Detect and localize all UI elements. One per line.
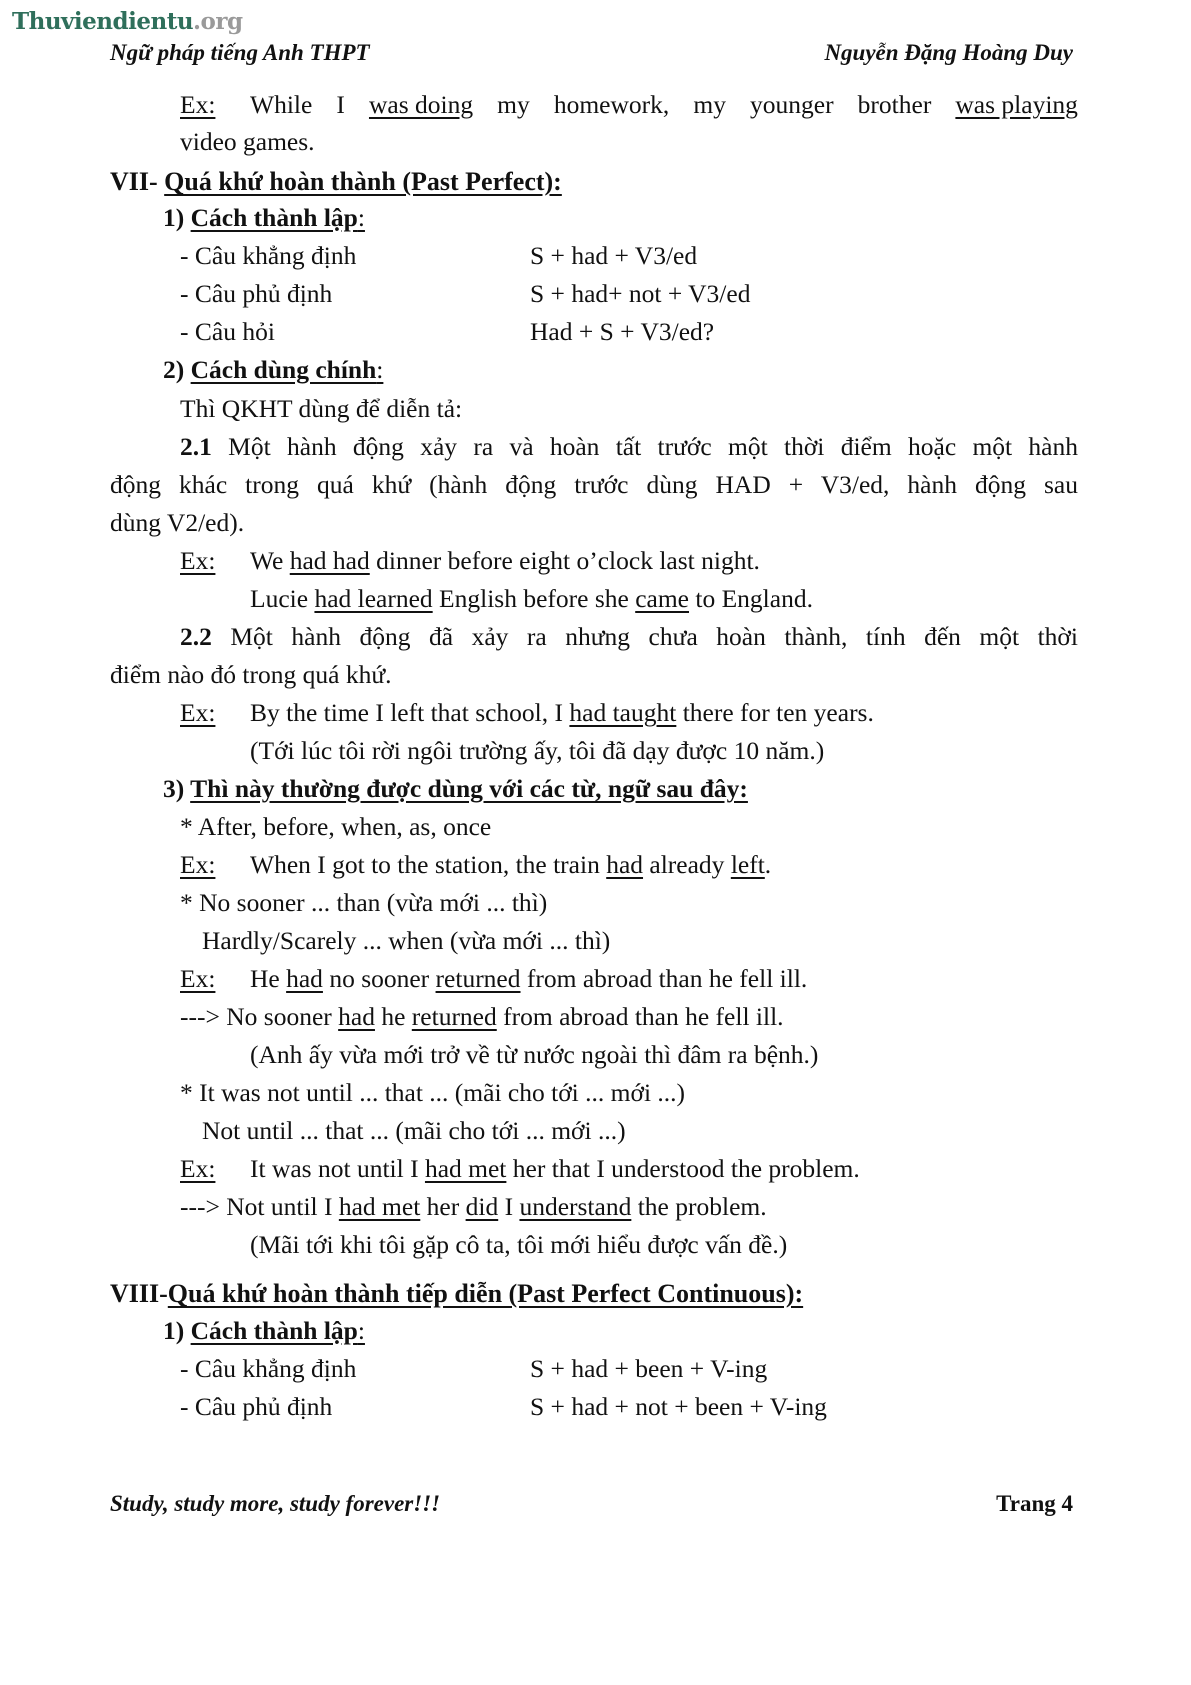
section-8-heading: VIII-Quá khứ hoàn thành tiếp diễn (Past Perfect Continuous): (110, 1279, 804, 1308)
word: I (336, 90, 345, 119)
site-watermark-logo: Thuviendientu.org (12, 8, 243, 35)
signal-group-2: * No sooner ... than (vừa mới ... thì) (180, 888, 548, 917)
signal-group-2-example-label: Ex: (180, 964, 216, 993)
sec8-form-heading: 1) Cách thành lập: (163, 1316, 365, 1345)
signal-group-2-example: He had no sooner returned from abroad than he fell ill. (250, 964, 808, 993)
signal-group-1-example-label: Ex: (180, 850, 216, 879)
sec7-form-heading: 1) Cách thành lập: (163, 203, 365, 232)
underlined-verb: was doing (368, 90, 474, 119)
use-2-1-line3: dùng V2/ed). (110, 508, 245, 537)
footer-page-number: Trang 4 (996, 1491, 1073, 1516)
sec7-form-formula-3: Had + S + V3/ed? (530, 317, 715, 346)
word: While (250, 90, 313, 119)
sec8-form-formula-2: S + had + not + been + V-ing (530, 1392, 827, 1421)
use-2-2-example-translation: (Tới lúc tôi rời ngôi trường ấy, tôi đã dạy được 10 năm.) (250, 736, 825, 765)
use-2-1-line2: động khác trong quá khứ (hành động trước dùng HAD + V3/ed, hành động sau (110, 470, 1078, 499)
sec7-use-heading: 2) Cách dùng chính: (163, 355, 384, 384)
signal-group-2-alt: Hardly/Scarely ... when (vừa mới ... thì) (202, 926, 611, 955)
signal-group-2-rewrite: ---> No sooner had he returned from abroad than he fell ill. (180, 1002, 784, 1031)
word: homework, (553, 90, 670, 119)
signal-group-3-example: It was not until I had met her that I understood the problem. (250, 1154, 860, 1183)
use-2-2-line1: 2.2 Một hành động đã xảy ra nhưng chưa hoàn thành, tính đến một thời (180, 622, 1078, 651)
use-2-1-line1: 2.1 Một hành động xảy ra và hoàn tất trước một thời điểm hoặc một hành (180, 432, 1078, 461)
header-author: Nguyễn Đặng Hoàng Duy (824, 40, 1073, 65)
top-example-line1 (250, 92, 1078, 118)
top-example-line2: video games. (180, 127, 315, 156)
word: my (497, 90, 530, 119)
signal-group-3: * It was not until ... that ... (mãi cho tới ... mới ...) (180, 1078, 686, 1107)
use-2-2-example-label: Ex: (180, 698, 216, 727)
sec7-form-formula-1: S + had + V3/ed (530, 241, 698, 270)
signal-group-1-example: When I got to the station, the train had already left. (250, 850, 772, 879)
sec8-form-label-1: - Câu khẳng định (180, 1354, 357, 1383)
sec7-use-intro: Thì QKHT dùng để diễn tả: (180, 394, 463, 423)
use-2-2-example-1: By the time I left that school, I had taught there for ten years. (250, 698, 874, 727)
sec7-form-label-3: - Câu hỏi (180, 317, 275, 346)
top-example-label: Ex: (180, 90, 216, 119)
signal-group-2-translation: (Anh ấy vừa mới trở về từ nước ngoài thì đâm ra bệnh.) (250, 1040, 819, 1069)
section-7-heading: VII- Quá khứ hoàn thành (Past Perfect): (110, 167, 562, 196)
word: brother (857, 90, 932, 119)
sec8-form-formula-1: S + had + been + V-ing (530, 1354, 768, 1383)
word: my (693, 90, 726, 119)
header-left-title: Ngữ pháp tiếng Anh THPT (110, 40, 370, 65)
word: younger (750, 90, 834, 119)
use-2-2-line2: điểm nào đó trong quá khứ. (110, 660, 392, 689)
sec7-form-formula-2: S + had+ not + V3/ed (530, 279, 751, 308)
signal-group-3-rewrite: ---> Not until I had met her did I understand the problem. (180, 1192, 767, 1221)
footer-motto: Study, study more, study forever!!! (110, 1491, 441, 1516)
use-2-1-example-label: Ex: (180, 546, 216, 575)
sec7-form-label-1: - Câu khẳng định (180, 241, 357, 270)
signal-group-3-example-label: Ex: (180, 1154, 216, 1183)
signal-group-3-translation: (Mãi tới khi tôi gặp cô ta, tôi mới hiểu được vấn đề.) (250, 1230, 788, 1259)
use-2-1-example-2: Lucie had learned English before she came to England. (250, 584, 813, 613)
signal-group-1: * After, before, when, as, once (180, 812, 492, 841)
use-2-1-example-1: We had had dinner before eight o’clock last night. (250, 546, 760, 575)
sec8-form-label-2: - Câu phủ định (180, 1392, 333, 1421)
sec7-form-label-2: - Câu phủ định (180, 279, 333, 308)
signal-group-3-alt: Not until ... that ... (mãi cho tới ... mới ...) (202, 1116, 626, 1145)
sec7-signal-words-heading: 3) Thì này thường được dùng với các từ, ngữ sau đây: (163, 774, 748, 803)
underlined-verb: was playing (955, 90, 1078, 119)
